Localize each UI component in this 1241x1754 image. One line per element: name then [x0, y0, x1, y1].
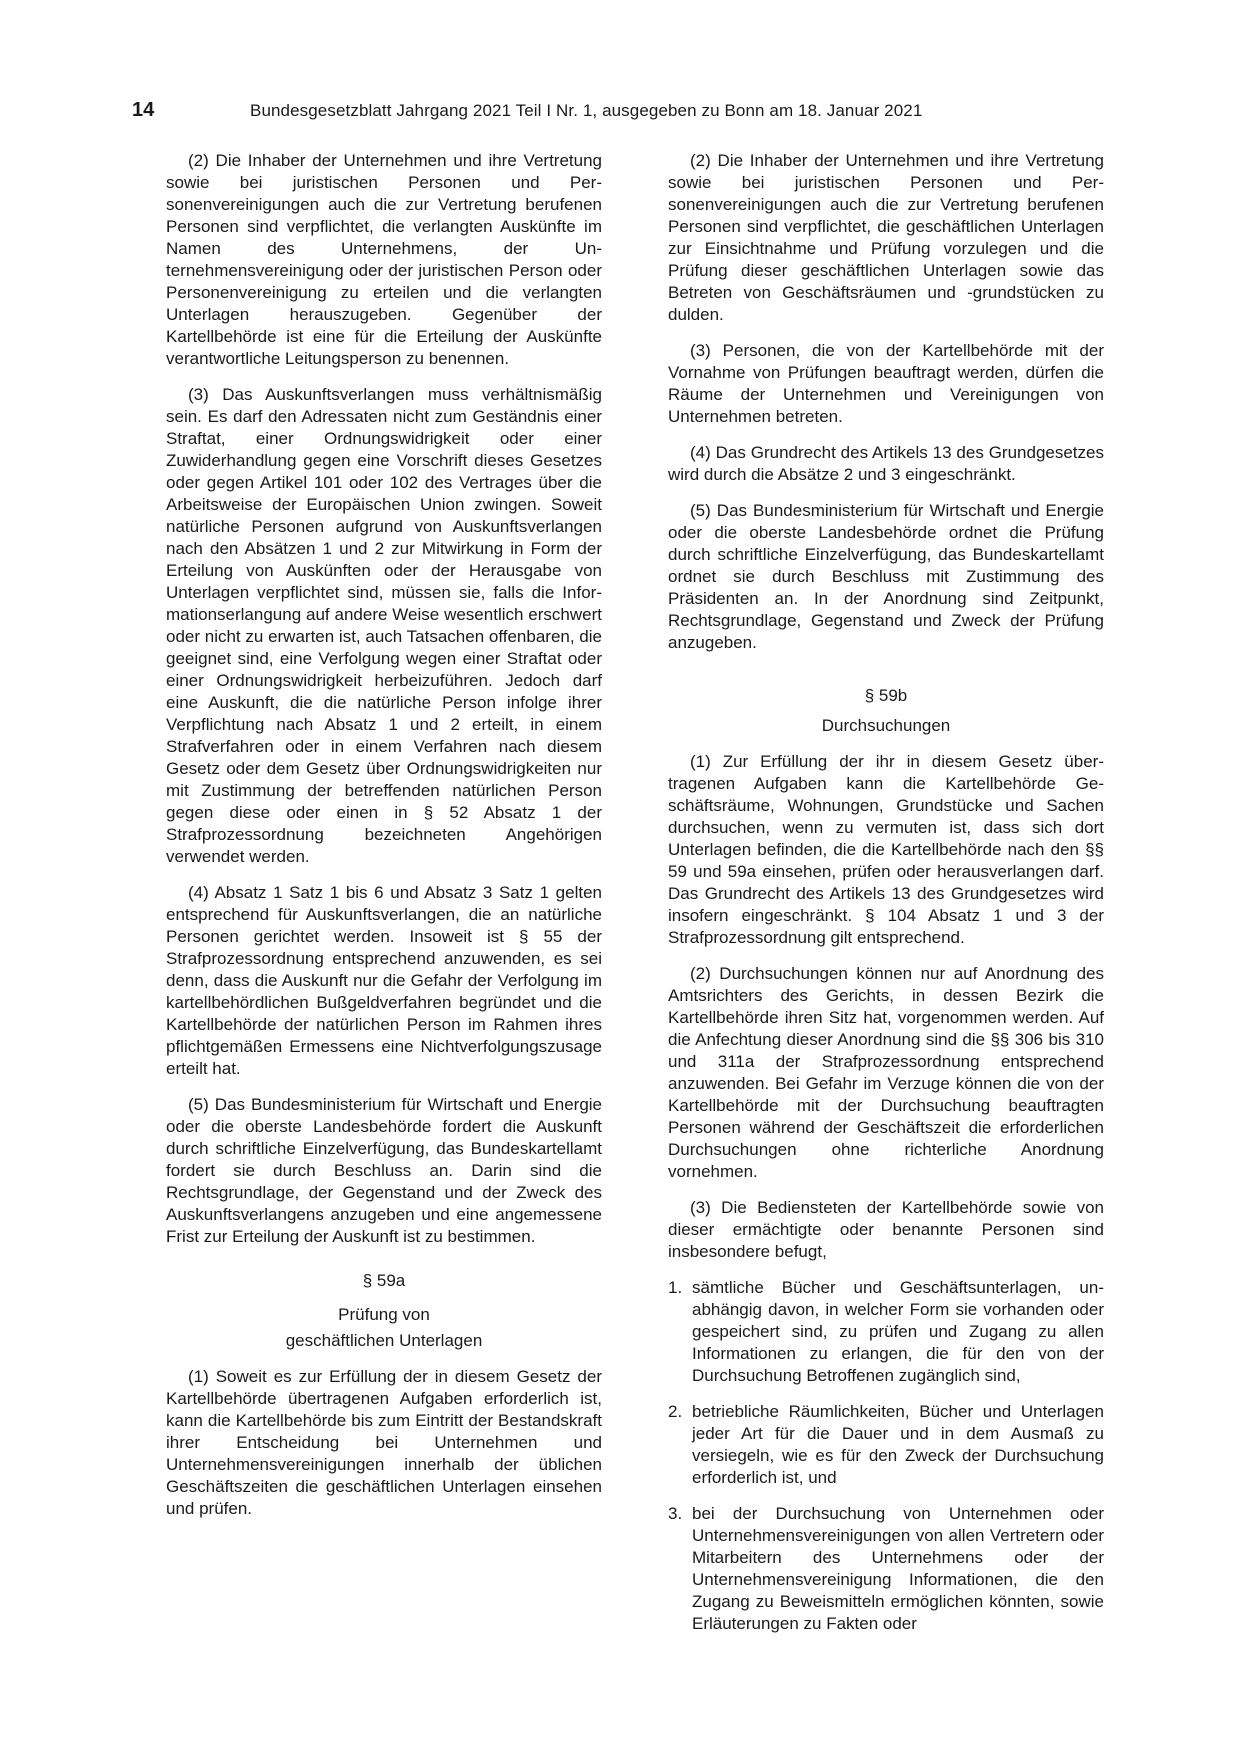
page-number: 14: [132, 99, 155, 121]
section-59b-title: Durchsuchungen: [821, 716, 951, 735]
right-column-upper: [668, 150, 1104, 668]
paragraph-59a-5: (5) Das Bundesministerium für Wirtschaft und Energie oder die oberste Landesbehörde ordnet die Prüfung durch schriftliche Einzelverfügung, das Bundeskartellamt ordnet sie durch Beschluss mit Zustimmung des Präsidenten an. In der Anordnung sind Zeitpunkt, Rechtsgrundlage, Gegenstand und Zweck der Prüfung anzugeben.: [668, 501, 1104, 652]
right-column-lower: [668, 685, 1104, 1635]
section-59a-title-line1: Prüfung von: [338, 1305, 430, 1324]
paragraph-59a-1: (1) Soweit es zur Erfüllung der in diesem Gesetz der Kartellbehörde übertragenen Aufgaben erforderlich ist, kann die Kartellbehörde bis zum Eintritt der Bestandskraft ihrer Entscheidung bei Unternehmen und Unternehmensvereinigungen innerhalb der üblichen Geschäftszeiten die geschäftlichen Unterlagen einsehen und prüfen.: [166, 1367, 602, 1518]
list-item: [668, 1503, 1104, 1635]
paragraph-59-2: (2) Die Inhaber der Unternehmen und ihre Vertretung sowie bei juristischen Personen und Personenvereinigungen auch die zur Vertretung berufenen Personen sind verpflichtet, die verlangten Auskünfte im Namen des Unternehmens, der Unternehmensvereinigung oder der juristischen Person oder Personenvereinigung zu erteilen und die verlangten Unterlagen herauszugeben. Gegenüber der Kartellbehörde ist eine für die Erteilung der Auskünfte verantwortliche Leitungsperson zu benennen.: [166, 151, 602, 368]
running-head: Bundesgesetzblatt Jahrgang 2021 Teil I Nr. 1, ausgegeben zu Bonn am 18. Januar 2021: [250, 101, 923, 120]
paragraph-59-3: (3) Das Auskunftsverlangen muss verhältnismäßig sein. Es darf den Adressaten nicht zum Geständnis einer Straftat, einer Ordnungswidrigkeit oder einer Zuwiderhandlung gegen eine Vorschrift dieses Gesetzes oder gegen Artikel 101 oder 102 des Vertrages über die Arbeitsweise der Europäischen Union zwingen. Soweit natürliche Personen aufgrund von Auskunftsverlangen nach den Absätzen 1 und 2 zur Mitwirkung in Form der Erteilung von Auskünften oder der Herausgabe von Unterlagen verpflichtet sind, müssen sie, falls die Informationserlangung auf andere Weise wesentlich erschwert oder nicht zu erwarten ist, auch Tatsachen offenbaren, die geeignet sind, eine Verfolgung wegen einer Straftat oder einer Ordnungswidrigkeit herbeizuführen. Jedoch darf eine Auskunft, die die natürliche Person infolge ihrer Verpflichtung nach Absatz 1 und 2 erteilt, in einem Strafverfahren oder in einem Verfahren nach diesem Gesetz oder dem Gesetz über Ordnungswidrigkeiten nur mit Zustimmung der betreffenden natürlichen Person gegen diese oder einen in § 52 Absatz 1 der Strafprozessordnung bezeichneten Angehörigen verwendet werden.: [166, 385, 602, 866]
paragraph-59a-4: (4) Das Grundrecht des Artikels 13 des Grundgesetzes wird durch die Absätze 2 und 3 eingeschränkt.: [668, 443, 1104, 484]
list-number: 3.: [668, 1504, 683, 1523]
paragraph-59-5: (5) Das Bundesministerium für Wirtschaft und Energie oder die oberste Landesbehörde fordert die Auskunft durch schriftliche Einzelverfügung, das Bundeskartellamt fordert sie durch Beschluss an. Darin sind die Rechtsgrundlage, der Gegenstand und der Zweck des Auskunftsverlangens anzugeben und eine angemessene Frist zur Erteilung der Auskunft ist zu bestimmen.: [166, 1095, 602, 1246]
list-number: 1.: [668, 1278, 683, 1297]
section-59a-number: § 59a: [362, 1271, 406, 1290]
section-59b-number: § 59b: [864, 686, 908, 705]
left-column: [166, 150, 602, 1534]
list-item-text: bei der Durchsuchung von Unternehmen oder Unternehmensvereinigungen von allen Vertretern oder Mitarbeitern des Unternehmens oder der Unternehmensvereinigung Informationen, die den Zugang zu Beweismitteln ermöglichen könnten, sowie Erläuterungen zu Fakten oder: [692, 1504, 1104, 1633]
list-item: [668, 1401, 1104, 1489]
paragraph-59a-3: (3) Personen, die von der Kartellbehörde mit der Vornahme von Prüfungen beauftragt werden, dürfen die Räume der Unternehmen und Vereinigungen von Unternehmen betreten.: [668, 341, 1104, 426]
paragraph-59-4: (4) Absatz 1 Satz 1 bis 6 und Absatz 3 Satz 1 gelten entsprechend für Auskunftsverlangen, die an natürliche Personen gerichtet werden. Insoweit ist § 55 der Strafprozessordnung entsprechend anzuwenden, es sei denn, dass die Auskunft nur die Gefahr der Verfolgung im kartellbehördlichen Bußgeldverfahren begründet und die Kartellbehörde der natürlichen Person im Rahmen ihres pflichtgemäßen Ermessens eine Nichtverfolgungszusage erteilt hat.: [166, 883, 602, 1078]
paragraph-59b-2: (2) Durchsuchungen können nur auf Anordnung des Amtsrichters des Gerichts, in dessen Bezirk die Kartellbehörde ihren Sitz hat, vorgenommen werden. Auf die Anfechtung dieser Anordnung sind die §§ 306 bis 310 und 311a der Strafprozessordnung entsprechend anzuwenden. Bei Gefahr im Verzuge können die von der Kartellbehörde mit der Durchsuchung beauftragten Personen während der Geschäftszeit die erforderlichen Durchsuchungen ohne richterliche Anordnung vornehmen.: [668, 964, 1104, 1181]
paragraph-59b-3: (3) Die Bediensteten der Kartellbehörde sowie von dieser ermächtigte oder benannte Personen sind insbesondere befugt,: [668, 1198, 1104, 1261]
enumerated-list: [668, 1277, 1104, 1635]
list-item: [668, 1277, 1104, 1387]
list-item-text: betriebliche Räumlichkeiten, Bücher und Unterlagen jeder Art für die Dauer und in dem Ausmaß zu versiegeln, wie es für den Zweck der Durchsuchung erforderlich ist, und: [692, 1402, 1104, 1487]
section-59a-title-line2: geschäftlichen Unterlagen: [285, 1331, 483, 1350]
paragraph-59b-1: (1) Zur Erfüllung der ihr in diesem Gesetz übertragenen Aufgaben kann die Kartellbehörde Geschäftsräume, Wohnungen, Grundstücke und Sachen durchsuchen, wenn zu vermuten ist, dass sich dort Unterlagen befinden, die die Kartellbehörde nach den §§ 59 und 59a einsehen, prüfen oder herausverlangen darf. Das Grundrecht des Artikels 13 des Grundgesetzes wird insofern eingeschränkt. § 104 Absatz 1 und 3 der Strafprozessordnung gilt entsprechend.: [668, 752, 1104, 947]
list-item-text: sämtliche Bücher und Geschäftsunterlagen, unabhängig davon, in welcher Form sie vorhanden oder gespeichert sind, zu prüfen und Zugang zu allen Informationen zu erlangen, die für den von der Durchsuchung Betroffenen zugänglich sind,: [692, 1278, 1104, 1385]
paragraph-59a-2: (2) Die Inhaber der Unternehmen und ihre Vertretung sowie bei juristischen Personen und Personenvereinigungen auch die zur Vertretung berufenen Personen sind verpflichtet, die geschäftlichen Unterlagen zur Einsichtnahme und Prüfung vorzulegen und die Prüfung dieser geschäftlichen Unterlagen sowie das Betreten von Geschäftsräumen und -grundstücken zu dulden.: [668, 151, 1104, 324]
list-number: 2.: [668, 1402, 683, 1421]
